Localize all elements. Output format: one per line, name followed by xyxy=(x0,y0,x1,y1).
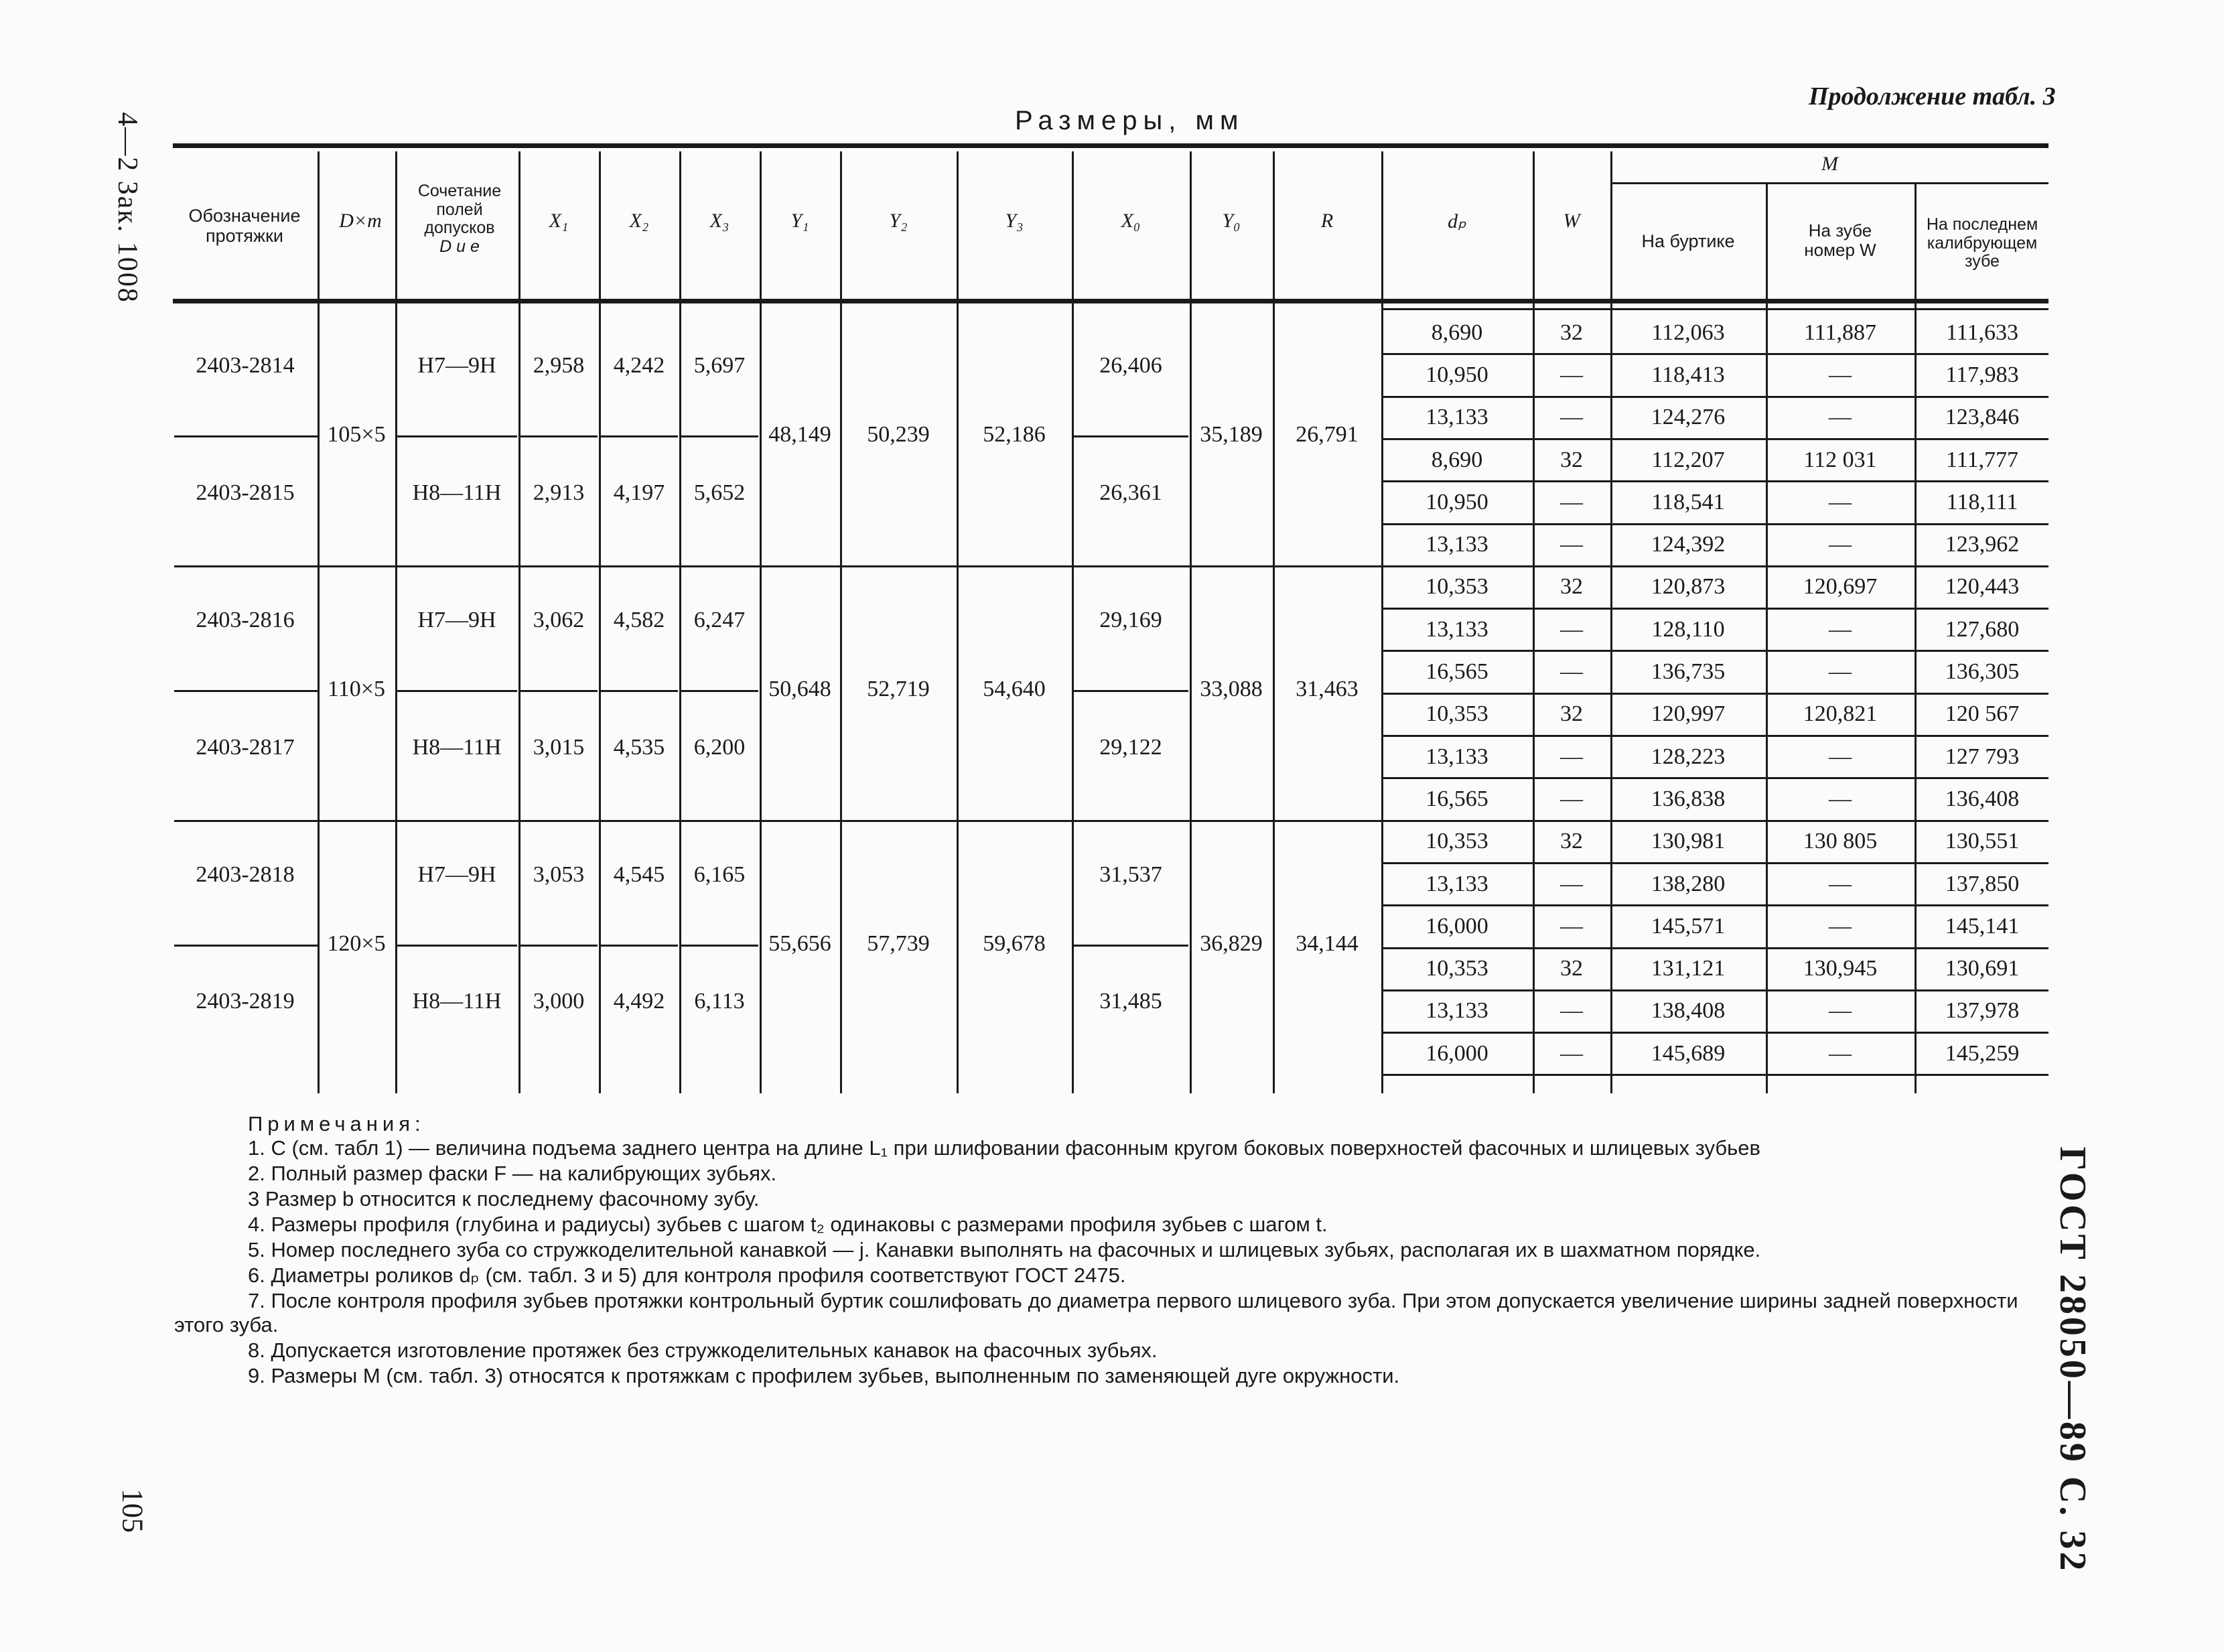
item-separator xyxy=(174,435,318,437)
x0-value: 29,169 xyxy=(1099,607,1162,632)
table-top-rule xyxy=(173,143,2048,148)
x2-value: 4,582 xyxy=(613,607,665,632)
header-x0: X₀ xyxy=(1121,210,1141,232)
roller-diameter: 10,950 xyxy=(1426,362,1488,387)
x0-value: 31,485 xyxy=(1099,989,1162,1014)
m-on-collar: 112,207 xyxy=(1651,447,1725,472)
item-separator xyxy=(681,690,758,692)
m-on-tooth: 130,945 xyxy=(1803,956,1878,981)
tooth-number: — xyxy=(1560,362,1583,387)
m-on-last-tooth: 137,978 xyxy=(1945,998,2020,1024)
m-on-tooth: — xyxy=(1829,871,1852,896)
tooth-number: — xyxy=(1560,913,1583,939)
m-on-tooth: — xyxy=(1829,1040,1852,1066)
m-on-last-tooth: 111,633 xyxy=(1946,320,2018,345)
r-value: 31,463 xyxy=(1296,676,1359,701)
header-r: R xyxy=(1320,210,1334,232)
header-dp: dₚ xyxy=(1448,210,1466,232)
tooth-number: — xyxy=(1560,659,1583,685)
x3-value: 5,697 xyxy=(693,352,746,378)
y3-value: 54,640 xyxy=(983,676,1046,701)
m-on-last-tooth: 123,846 xyxy=(1945,405,2020,430)
roller-diameter: 13,133 xyxy=(1426,998,1488,1024)
broach-designation: 2403-2818 xyxy=(196,862,295,887)
m-on-collar: 112,063 xyxy=(1651,320,1725,345)
x1-value: 2,913 xyxy=(533,480,585,505)
x1-value: 3,000 xyxy=(533,989,585,1014)
notes-title: Примечания: xyxy=(248,1112,425,1135)
row-rule xyxy=(1383,777,2048,779)
tooth-number: 32 xyxy=(1560,829,1583,854)
row-rule xyxy=(1383,523,2048,525)
tooth-number: — xyxy=(1560,871,1583,896)
page-number: 105 xyxy=(116,1489,149,1533)
row-rule xyxy=(1383,480,2048,482)
tolerance-combination: Н7—9Н xyxy=(417,352,496,378)
x2-value: 4,242 xyxy=(613,352,665,378)
row-rule xyxy=(1383,735,2048,737)
roller-diameter: 10,353 xyxy=(1426,829,1488,854)
row-rule xyxy=(1383,693,2048,695)
header-m-last-line1: На последнем xyxy=(1926,215,2038,234)
x1-value: 2,958 xyxy=(533,352,585,378)
m-group-rule xyxy=(1611,182,2048,184)
note-3: 3 Размер b относится к последнему фасочному зубу. xyxy=(248,1187,760,1211)
item-separator xyxy=(1073,945,1188,947)
note-5: 5. Номер последнего зуба со стружкоделительной канавкой — j. Канавки выполнять на фасочных и шлицевых зубьях, располагая их в шахматном порядке. xyxy=(248,1238,1761,1261)
y0-value: 33,088 xyxy=(1200,676,1263,701)
roller-diameter: 16,000 xyxy=(1426,1040,1488,1066)
m-on-last-tooth: 130,691 xyxy=(1945,956,2020,981)
y0-value: 35,189 xyxy=(1200,421,1263,447)
row-rule xyxy=(1383,1074,2048,1076)
tooth-number: 32 xyxy=(1560,701,1583,727)
broach-designation: 2403-2816 xyxy=(196,607,295,632)
item-separator xyxy=(397,435,517,437)
row-rule xyxy=(1383,396,2048,398)
notes-block xyxy=(174,1112,2050,1389)
m-on-tooth: — xyxy=(1829,405,1852,430)
tooth-number: — xyxy=(1560,405,1583,430)
y1-value: 50,648 xyxy=(768,676,831,701)
item-separator xyxy=(174,690,318,692)
header-x1: X₁ xyxy=(549,210,569,232)
row-rule xyxy=(1383,650,2048,652)
note-2: 2. Полный размер фаски F — на калибрующих зубьях. xyxy=(248,1162,777,1185)
tolerance-combination: Н8—11Н xyxy=(412,480,502,505)
table-continued-label: Продолжение табл. 3 xyxy=(1809,82,2056,111)
roller-diameter: 10,353 xyxy=(1426,956,1488,981)
header-tolerances-line1: Сочетание xyxy=(417,182,502,200)
table-title: Размеры, мм xyxy=(1015,106,1245,135)
m-on-tooth: — xyxy=(1829,913,1852,939)
r-value: 26,791 xyxy=(1296,421,1359,447)
item-separator xyxy=(681,945,758,947)
y2-value: 57,739 xyxy=(867,931,930,956)
dxm-value: 120×5 xyxy=(327,931,386,956)
roller-diameter: 13,133 xyxy=(1426,532,1488,557)
row-rule xyxy=(1383,438,2048,440)
tooth-number: — xyxy=(1560,616,1583,642)
header-designation xyxy=(174,206,315,246)
row-rule xyxy=(1383,353,2048,355)
header-m-last xyxy=(1916,216,2048,271)
tooth-number: 32 xyxy=(1560,574,1583,600)
x1-value: 3,015 xyxy=(533,734,585,760)
m-on-last-tooth: 130,551 xyxy=(1945,829,2020,854)
item-separator xyxy=(397,690,517,692)
item-separator xyxy=(600,945,678,947)
m-on-tooth: — xyxy=(1829,616,1852,642)
m-on-last-tooth: 117,983 xyxy=(1945,362,2019,387)
m-on-last-tooth: 123,962 xyxy=(1945,532,2020,557)
tooth-number: — xyxy=(1560,744,1583,769)
m-on-collar: 136,735 xyxy=(1651,659,1726,685)
note-9: 9. Размеры M (см. табл. 3) относятся к протяжкам с профилем зубьев, выполненным по заменяющей дуге окружности. xyxy=(248,1364,1400,1387)
m-on-tooth: — xyxy=(1829,786,1852,811)
standard-reference: ГОСТ 28050—89 С. 32 xyxy=(2052,1146,2093,1574)
x0-value: 31,537 xyxy=(1099,862,1162,887)
m-on-tooth: 112 031 xyxy=(1803,447,1877,472)
m-on-last-tooth: 136,408 xyxy=(1945,786,2020,811)
broach-designation: 2403-2819 xyxy=(196,989,295,1014)
x3-value: 6,113 xyxy=(694,989,745,1014)
header-designation-line1: Обозначение xyxy=(188,206,301,226)
m-on-collar: 128,110 xyxy=(1651,616,1725,642)
y1-value: 48,149 xyxy=(768,421,831,447)
item-separator xyxy=(600,690,678,692)
roller-diameter: 13,133 xyxy=(1426,744,1488,769)
m-on-tooth: — xyxy=(1829,744,1852,769)
m-on-collar: 138,408 xyxy=(1651,998,1726,1024)
x3-value: 5,652 xyxy=(693,480,746,505)
item-separator xyxy=(520,435,598,437)
x3-value: 6,165 xyxy=(693,862,746,887)
m-on-tooth: 120,697 xyxy=(1803,574,1878,600)
tolerance-combination: Н8—11Н xyxy=(412,734,502,760)
item-separator xyxy=(520,945,598,947)
header-tolerances xyxy=(403,182,516,256)
roller-diameter: 16,565 xyxy=(1426,659,1488,685)
note-4: 4. Размеры профиля (глубина и радиусы) зубьев с шагом t₂ одинаковы с размерами профиля зубьев с шагом t. xyxy=(248,1213,1328,1236)
x0-value: 26,361 xyxy=(1099,480,1162,505)
header-m-tooth-line2: номер W xyxy=(1804,239,1876,260)
m-on-collar: 145,689 xyxy=(1651,1040,1726,1066)
tolerance-combination: Н7—9Н xyxy=(417,607,496,632)
header-tolerances-line4: D и e xyxy=(439,236,480,256)
m-on-collar: 136,838 xyxy=(1651,786,1726,811)
m-on-collar: 120,873 xyxy=(1651,574,1726,600)
y3-value: 59,678 xyxy=(983,931,1046,956)
row-rule xyxy=(1383,308,2048,310)
group-separator xyxy=(174,565,1381,567)
tooth-number: 32 xyxy=(1560,320,1583,345)
x1-value: 3,053 xyxy=(533,862,585,887)
r-value: 34,144 xyxy=(1296,931,1359,956)
order-number: 4—2 Зак. 1008 xyxy=(112,112,143,303)
m-on-collar: 131,121 xyxy=(1651,956,1726,981)
header-m: M xyxy=(1821,153,1838,175)
m-on-collar: 130,981 xyxy=(1651,829,1726,854)
m-on-collar: 138,280 xyxy=(1651,871,1726,896)
m-on-collar: 118,541 xyxy=(1651,489,1725,514)
roller-diameter: 13,133 xyxy=(1426,405,1488,430)
y2-value: 50,239 xyxy=(867,421,930,447)
header-dxm: D×m xyxy=(339,210,382,232)
row-rule xyxy=(1383,862,2048,864)
header-tolerances-line3: допусков xyxy=(424,218,495,237)
header-y0: Y₀ xyxy=(1222,210,1241,232)
roller-diameter: 8,690 xyxy=(1431,447,1483,472)
group-separator xyxy=(174,820,1381,822)
broach-designation: 2403-2814 xyxy=(196,352,295,378)
item-separator xyxy=(1073,690,1188,692)
roller-diameter: 13,133 xyxy=(1426,871,1488,896)
tooth-number: 32 xyxy=(1560,956,1583,981)
m-on-last-tooth: 145,141 xyxy=(1945,913,2020,939)
broach-designation: 2403-2815 xyxy=(196,480,295,505)
m-on-tooth: 120,821 xyxy=(1803,701,1878,727)
m-on-last-tooth: 120,443 xyxy=(1945,574,2020,600)
tolerance-combination: Н7—9Н xyxy=(417,862,496,887)
m-on-tooth: — xyxy=(1829,998,1852,1024)
y3-value: 52,186 xyxy=(983,421,1046,447)
header-m-tooth xyxy=(1767,221,1913,259)
x2-value: 4,197 xyxy=(613,480,665,505)
note-6: 6. Диаметры роликов dₚ (см. табл. 3 и 5) для контроля профиля соответствуют ГОСТ 2475. xyxy=(248,1263,1126,1287)
m-on-last-tooth: 127,680 xyxy=(1945,616,2020,642)
m-on-tooth: — xyxy=(1829,362,1852,387)
header-x3: X₃ xyxy=(709,210,729,232)
m-on-last-tooth: 120 567 xyxy=(1945,701,2020,727)
x2-value: 4,535 xyxy=(613,734,665,760)
header-y1: Y₁ xyxy=(790,210,809,232)
item-separator xyxy=(397,945,517,947)
row-rule xyxy=(1383,904,2048,906)
roller-diameter: 10,353 xyxy=(1426,701,1488,727)
m-on-last-tooth: 127 793 xyxy=(1945,744,2020,769)
note-8: 8. Допускается изготовление протяжек без стружкоделительных канавок на фасочных зубьях. xyxy=(248,1338,1158,1362)
x3-value: 6,247 xyxy=(693,607,746,632)
header-designation-line2: протяжки xyxy=(205,225,283,246)
item-separator xyxy=(600,435,678,437)
note-7: 7. После контроля профиля зубьев протяжки контрольный буртик сошлифовать до диаметра первого шлицевого зуба. При этом допускается увеличение ширины задней поверхности этого зуба. xyxy=(174,1289,2018,1336)
y1-value: 55,656 xyxy=(768,931,831,956)
m-on-last-tooth: 136,305 xyxy=(1945,659,2020,685)
item-separator xyxy=(174,945,318,947)
m-on-last-tooth: 111,777 xyxy=(1946,447,2018,472)
m-on-last-tooth: 118,111 xyxy=(1946,489,2018,514)
tooth-number: — xyxy=(1560,532,1583,557)
header-y2: Y₂ xyxy=(889,210,908,232)
x2-value: 4,545 xyxy=(613,862,665,887)
roller-diameter: 16,000 xyxy=(1426,913,1488,939)
row-rule xyxy=(1383,947,2048,949)
header-w: W xyxy=(1563,210,1580,232)
m-on-tooth: — xyxy=(1829,489,1852,514)
m-on-collar: 124,276 xyxy=(1651,405,1726,430)
row-rule xyxy=(1383,989,2048,991)
m-on-collar: 128,223 xyxy=(1651,744,1726,769)
y2-value: 52,719 xyxy=(867,676,930,701)
item-separator xyxy=(681,435,758,437)
header-m-last-line3: зубе xyxy=(1965,252,2000,271)
x1-value: 3,062 xyxy=(533,607,585,632)
tooth-number: — xyxy=(1560,489,1583,514)
x0-value: 26,406 xyxy=(1099,352,1162,378)
m-on-last-tooth: 137,850 xyxy=(1945,871,2020,896)
row-rule xyxy=(1383,1032,2048,1034)
m-on-tooth: — xyxy=(1829,659,1852,685)
tooth-number: — xyxy=(1560,786,1583,811)
header-m-collar: На буртике xyxy=(1641,231,1735,251)
m-on-tooth: 130 805 xyxy=(1803,829,1878,854)
m-on-collar: 120,997 xyxy=(1651,701,1726,727)
m-on-tooth: 111,887 xyxy=(1804,320,1876,345)
roller-diameter: 8,690 xyxy=(1431,320,1483,345)
tooth-number: — xyxy=(1560,1040,1583,1066)
header-m-tooth-line1: На зубе xyxy=(1808,220,1872,240)
dxm-value: 105×5 xyxy=(327,421,386,447)
roller-diameter: 16,565 xyxy=(1426,786,1488,811)
item-separator xyxy=(520,690,598,692)
roller-diameter: 13,133 xyxy=(1426,616,1488,642)
m-on-collar: 118,413 xyxy=(1651,362,1725,387)
note-1: 1. C (см. табл 1) — величина подъема заднего центра на длине L₁ при шлифовании фасонным кругом боковых поверхностей фасочных и шлицевых зубьев xyxy=(248,1136,1760,1160)
header-y3: Y₃ xyxy=(1005,210,1024,232)
tooth-number: — xyxy=(1560,998,1583,1024)
broach-designation: 2403-2817 xyxy=(196,734,295,760)
dxm-value: 110×5 xyxy=(328,676,385,701)
header-m-last-line2: калибрующем xyxy=(1927,233,2038,253)
m-on-tooth: — xyxy=(1829,532,1852,557)
x0-value: 29,122 xyxy=(1099,734,1162,760)
tolerance-combination: Н8—11Н xyxy=(412,989,502,1014)
roller-diameter: 10,950 xyxy=(1426,489,1488,514)
m-on-collar: 124,392 xyxy=(1651,532,1726,557)
header-tolerances-line2: полей xyxy=(436,200,483,219)
row-rule xyxy=(1383,608,2048,610)
tooth-number: 32 xyxy=(1560,447,1583,472)
row-rule xyxy=(1383,820,2048,822)
x2-value: 4,492 xyxy=(613,989,665,1014)
x3-value: 6,200 xyxy=(693,734,746,760)
y0-value: 36,829 xyxy=(1200,931,1263,956)
m-on-last-tooth: 145,259 xyxy=(1945,1040,2020,1066)
roller-diameter: 10,353 xyxy=(1426,574,1488,600)
header-x2: X₂ xyxy=(629,210,649,232)
m-on-collar: 145,571 xyxy=(1651,913,1726,939)
item-separator xyxy=(1073,435,1188,437)
row-rule xyxy=(1383,565,2048,567)
